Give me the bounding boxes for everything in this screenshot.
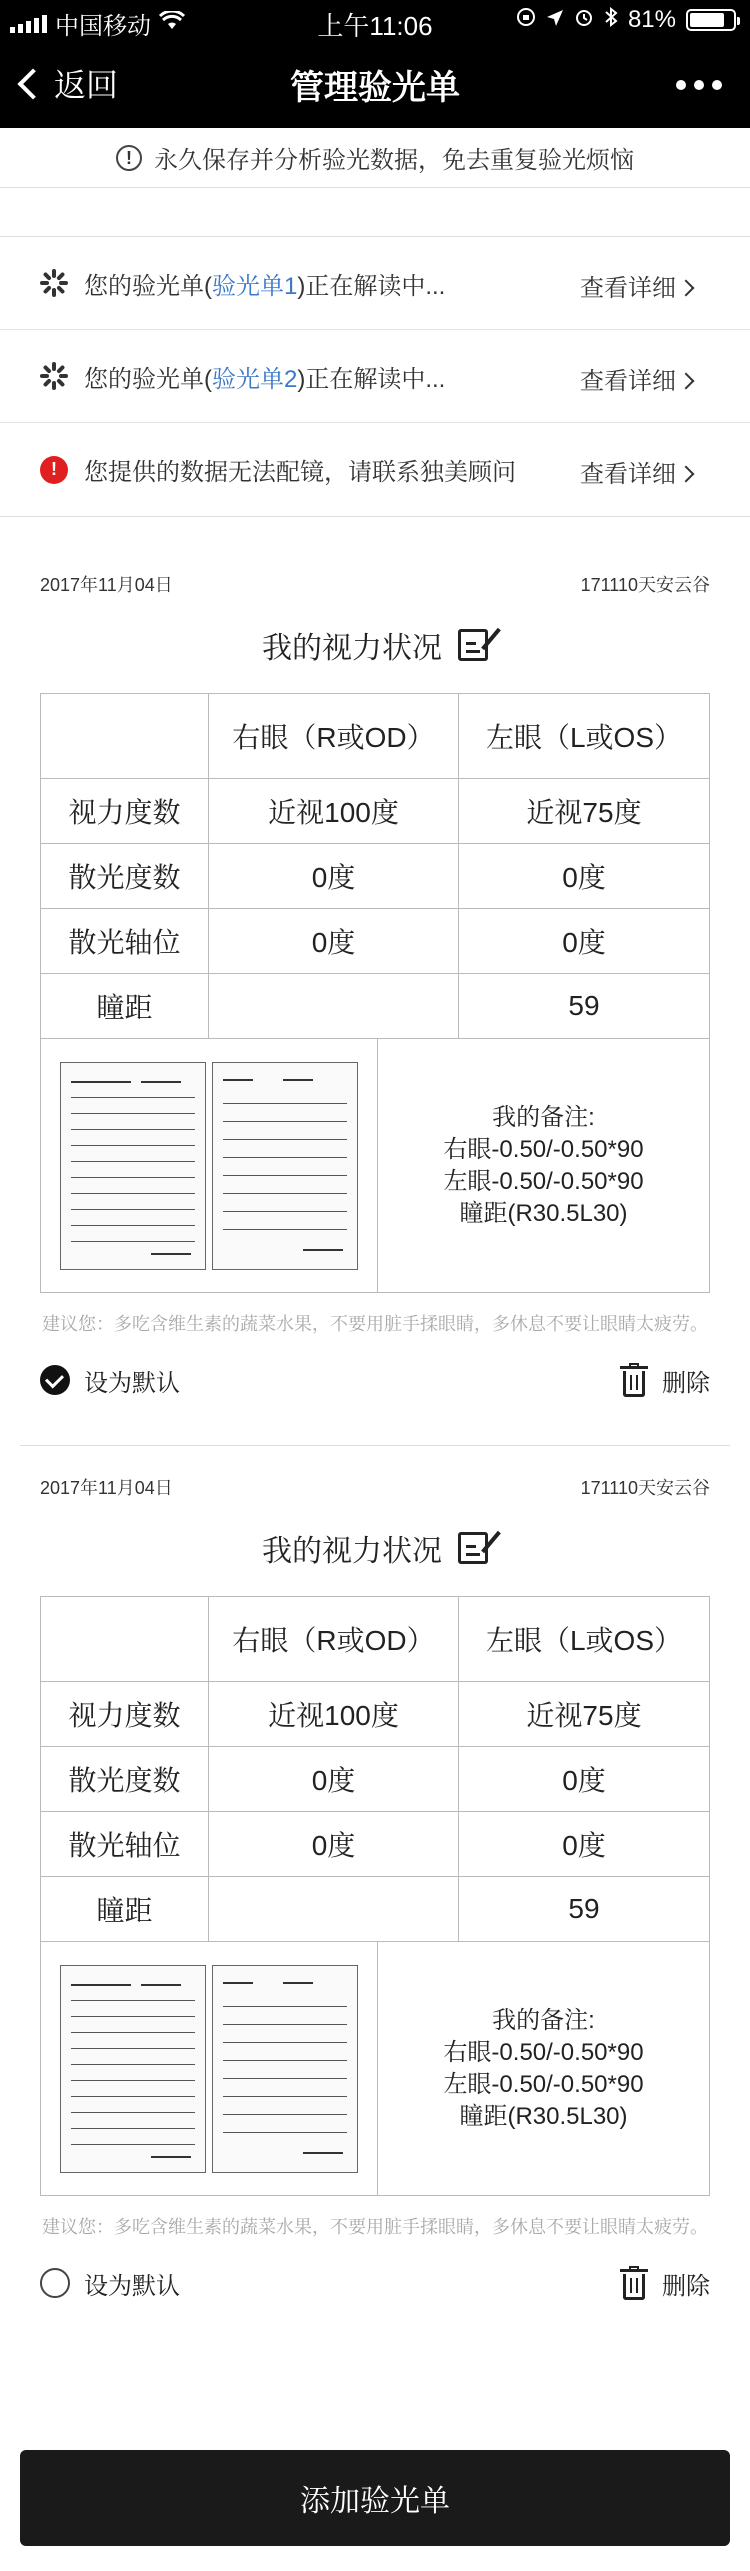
left-eye-value: 59: [459, 1877, 710, 1942]
spinner-icon: [40, 269, 68, 297]
page-title: 管理验光单: [290, 69, 460, 107]
card-title: [40, 1500, 710, 1596]
right-eye-value: 近视100度: [209, 779, 459, 844]
right-eye-value: 近视100度: [209, 1682, 459, 1747]
prescription-page-image: [60, 1965, 206, 2173]
table-header: [41, 694, 209, 779]
table-row: [41, 974, 710, 1039]
battery-percent: 81%: [627, 6, 676, 33]
prescription-page-image: [60, 1062, 206, 1270]
tip-banner: [0, 128, 750, 188]
advice-text: 建议您：多吃含维生素的蔬菜水果，不要用脏手揉眼睛，多休息不要让眼睛太疲劳。: [42, 2217, 708, 2237]
status-time: 上午11:06: [317, 11, 433, 41]
row-label: 视力度数: [41, 779, 209, 844]
table-row: [41, 909, 710, 974]
set-default-button[interactable]: [40, 2266, 180, 2301]
right-eye-value: [209, 974, 459, 1039]
tip-text: 永久保存并分析验光数据，免去重复验光烦恼: [154, 147, 634, 174]
set-default-button[interactable]: [40, 1363, 180, 1398]
dot-icon: [676, 80, 686, 90]
notice-text: 您的验光单(验光单2)正在解读中...: [84, 365, 446, 393]
delete-label: 删除: [662, 2272, 710, 2300]
table-header: 右眼（R或OD）: [209, 1597, 459, 1682]
note-cell: [378, 1942, 709, 2195]
set-default-label: 设为默认: [84, 1369, 180, 1397]
note-line: 右眼-0.50/-0.50*90: [443, 1135, 644, 1163]
carrier-label: 中国移动: [55, 13, 151, 40]
notice-text: 您的验光单(验光单1)正在解读中...: [84, 272, 446, 300]
view-detail-link[interactable]: 查看详细: [580, 268, 692, 303]
left-eye-value: 59: [459, 974, 710, 1039]
nav-bar: [0, 40, 750, 128]
row-label: 视力度数: [41, 1682, 209, 1747]
table-header: 左眼（L或OS）: [459, 694, 710, 779]
prescription-photo[interactable]: [41, 1039, 378, 1292]
table-row: [41, 1877, 710, 1942]
table-row: [41, 844, 710, 909]
right-eye-value: 0度: [209, 844, 459, 909]
row-label: 散光度数: [41, 1747, 209, 1812]
card-meta: [40, 557, 710, 597]
right-eye-value: 0度: [209, 1812, 459, 1877]
prescription-page-image: [212, 1062, 358, 1270]
card-code: 171110天安云谷: [580, 575, 710, 595]
notice-item[interactable]: [0, 423, 750, 516]
prescription-page-image: [212, 1965, 358, 2173]
right-eye-value: [209, 1877, 459, 1942]
notice-link[interactable]: 验光单2: [212, 365, 298, 393]
left-eye-value: 0度: [459, 1747, 710, 1812]
notice-list: [0, 236, 750, 517]
note-title: 我的备注:: [492, 2006, 595, 2034]
top-bar: [0, 0, 750, 128]
unchecked-circle-icon: [40, 2268, 70, 2298]
chevron-right-icon: [678, 373, 695, 390]
card-actions: [40, 2258, 710, 2308]
note-line: 瞳距(R30.5L30): [459, 1199, 628, 1227]
left-eye-value: 0度: [459, 1812, 710, 1877]
rotation-lock-icon: [516, 6, 536, 34]
bluetooth-icon: [604, 6, 618, 34]
row-label: 散光轴位: [41, 909, 209, 974]
table-row: [41, 1812, 710, 1877]
note-title: 我的备注:: [492, 1103, 595, 1131]
checked-circle-icon: [40, 1365, 70, 1395]
right-eye-value: 0度: [209, 909, 459, 974]
right-eye-value: 0度: [209, 1747, 459, 1812]
edit-icon[interactable]: [458, 1532, 488, 1564]
advice-text: 建议您：多吃含维生素的蔬菜水果，不要用脏手揉眼睛，多休息不要让眼睛太疲劳。: [42, 1314, 708, 1334]
dot-icon: [694, 80, 704, 90]
delete-button[interactable]: [620, 1363, 710, 1398]
card-code: 171110天安云谷: [580, 1478, 710, 1498]
left-eye-value: 0度: [459, 844, 710, 909]
card-date: 2017年11月04日: [40, 1478, 173, 1498]
row-label: 瞳距: [41, 974, 209, 1039]
table-row: [41, 1747, 710, 1812]
battery-icon: [686, 9, 736, 31]
note-cell: [378, 1039, 709, 1292]
image-note-row: [40, 1942, 710, 2196]
status-bar: [0, 0, 750, 40]
spinner-icon: [40, 362, 68, 390]
notice-item[interactable]: [0, 237, 750, 330]
alarm-icon: [574, 6, 594, 34]
note-line: 左眼-0.50/-0.50*90: [443, 2070, 644, 2098]
chevron-right-icon: [678, 280, 695, 297]
table-header: 右眼（R或OD）: [209, 694, 459, 779]
table-row: [41, 779, 710, 844]
image-note-row: [40, 1039, 710, 1293]
chevron-right-icon: [678, 466, 695, 483]
table-header: 左眼（L或OS）: [459, 1597, 710, 1682]
left-eye-value: 近视75度: [459, 1682, 710, 1747]
table-header: [41, 1597, 209, 1682]
notice-link[interactable]: 验光单1: [212, 272, 298, 300]
card-date: 2017年11月04日: [40, 575, 173, 595]
spacer: [0, 188, 750, 236]
card-actions: [40, 1355, 710, 1405]
prescription-table: [40, 693, 710, 1039]
notice-item[interactable]: [0, 330, 750, 423]
trash-icon: [620, 1363, 648, 1397]
notice-text: 您提供的数据无法配镜，请联系独美顾问: [84, 459, 516, 486]
back-label: 返回: [54, 67, 119, 103]
prescription-table: [40, 1596, 710, 1942]
card-meta: [40, 1460, 710, 1500]
note-line: 左眼-0.50/-0.50*90: [443, 1167, 644, 1195]
row-label: 散光轴位: [41, 1812, 209, 1877]
more-button[interactable]: [676, 80, 722, 90]
prescription-photo[interactable]: [41, 1942, 378, 2195]
prescription-card: [0, 557, 750, 1405]
note-line: 右眼-0.50/-0.50*90: [443, 2038, 644, 2066]
note-line: 瞳距(R30.5L30): [459, 2102, 628, 2130]
row-label: 瞳距: [41, 1877, 209, 1942]
card-title: [40, 597, 710, 693]
info-icon: !: [116, 145, 142, 171]
dot-icon: [712, 80, 722, 90]
left-eye-value: 近视75度: [459, 779, 710, 844]
prescription-card: [0, 1460, 750, 2308]
location-icon: [546, 6, 564, 34]
error-icon: !: [40, 456, 68, 484]
delete-label: 删除: [662, 1369, 710, 1397]
view-detail-link[interactable]: 查看详细: [580, 361, 692, 396]
divider: [20, 1445, 730, 1446]
delete-button[interactable]: [620, 2266, 710, 2301]
trash-icon: [620, 2266, 648, 2300]
row-label: 散光度数: [41, 844, 209, 909]
set-default-label: 设为默认: [84, 2272, 180, 2300]
left-eye-value: 0度: [459, 909, 710, 974]
card-title-text: 我的视力状况: [262, 1535, 442, 1568]
edit-icon[interactable]: [458, 629, 488, 661]
table-row: [41, 1682, 710, 1747]
view-detail-link[interactable]: 查看详细: [580, 454, 692, 489]
add-prescription-button[interactable]: 添加验光单: [20, 2450, 730, 2546]
card-title-text: 我的视力状况: [262, 632, 442, 665]
